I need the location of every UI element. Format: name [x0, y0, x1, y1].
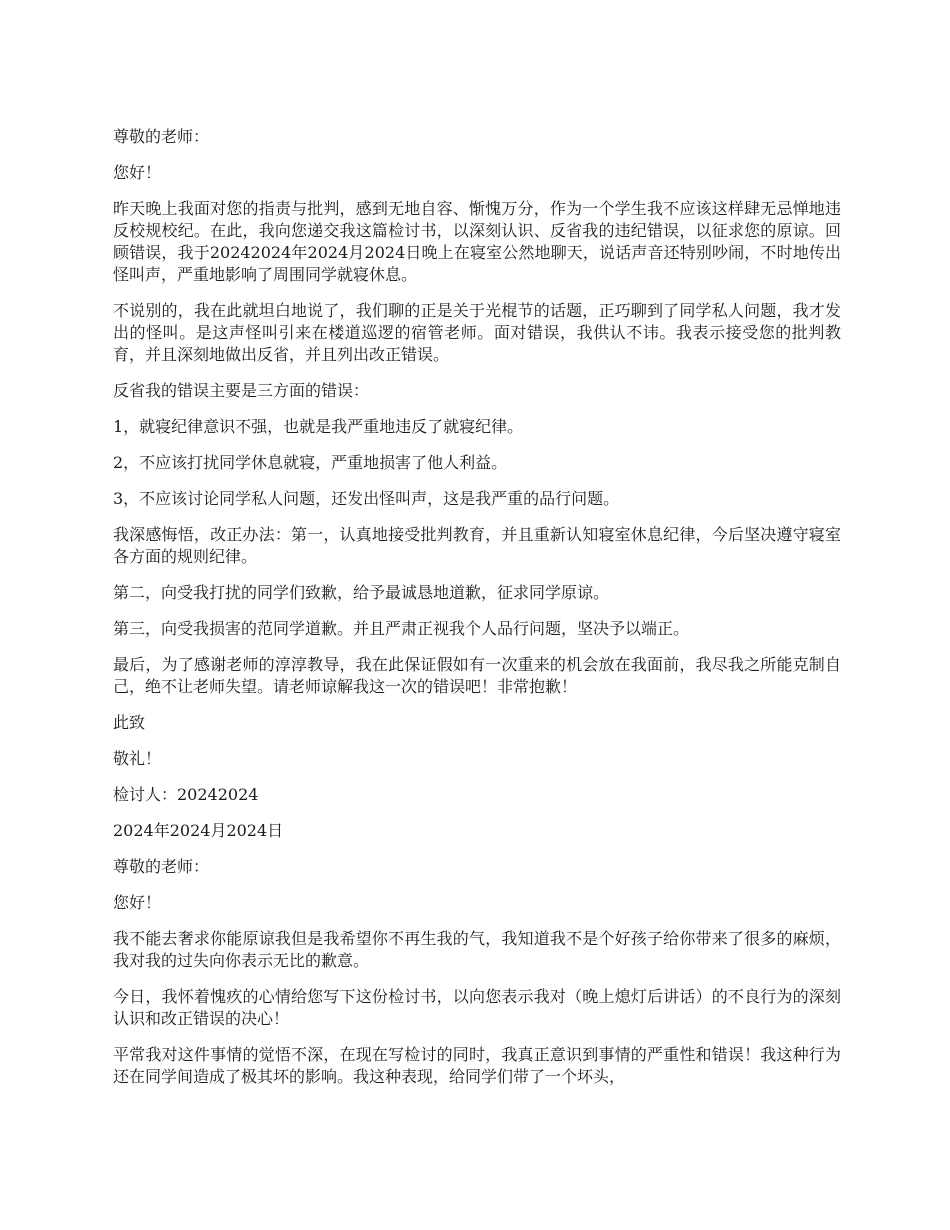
- body-paragraph: 平常我对这件事情的觉悟不深，在现在写检讨的同时，我真正意识到事情的严重性和错误！我这种行为还在同学间造成了极其坏的影响。我这种表现，给同学们带了一个坏头，: [113, 1045, 841, 1086]
- body-paragraph: 我深感悔悟，改正办法：第一，认真地接受批判教育，并且重新认知寝室休息纪律，今后坚决遵守寝室各方面的规则纪律。: [113, 525, 841, 566]
- date: 2024年2024月2024日: [113, 821, 284, 840]
- list-item: 1，就寝纪律意识不强，也就是我严重地违反了就寝纪律。: [113, 417, 524, 436]
- body-paragraph: 我不能去奢求你能原谅我但是我希望你不再生我的气，我知道我不是个好孩子给你带来了很多的麻烦，我对我的过失向你表示无比的歉意。: [113, 929, 841, 970]
- body-paragraph: 第三，向受我损害的范同学道歉。并且严肃正视我个人品行问题，坚决予以端正。: [113, 619, 690, 638]
- signature: 检讨人：20242024: [113, 785, 259, 804]
- body-paragraph: 第二，向受我打扰的同学们致歉，给予最诚恳地道歉，征求同学原谅。: [113, 583, 610, 602]
- salutation: 尊敬的老师：: [113, 857, 210, 876]
- body-paragraph: 反省我的错误主要是三方面的错误：: [113, 381, 370, 400]
- body-paragraph: 昨天晚上我面对您的指责与批判，感到无地自容、惭愧万分，作为一个学生我不应该这样肆无忌惮地违反校规校纪。在此，我向您递交我这篇检讨书，以深刻认识、反省我的违纪错误，以征求您的原谅。回顾错误，我于20242024年2024月2024日晚上在寝室公然地聊天，说话声音还特别吵闹，不时地传出怪叫声，严重地影响了周围同学就寝休息。: [113, 199, 841, 284]
- body-paragraph: 最后，为了感谢老师的淳淳教导，我在此保证假如有一次重来的机会放在我面前，我尽我之所能克制自己，绝不让老师失望。请老师谅解我这一次的错误吧！非常抱歉！: [113, 655, 841, 696]
- closing-salute: 敬礼！: [113, 749, 162, 768]
- list-item: 2，不应该打扰同学休息就寝，严重地损害了他人利益。: [113, 453, 508, 472]
- list-item: 3，不应该讨论同学私人问题，还发出怪叫声，这是我严重的品行问题。: [113, 489, 620, 508]
- closing: 此致: [113, 713, 146, 732]
- greeting: 您好！: [113, 163, 162, 182]
- body-paragraph: 不说别的，我在此就坦白地说了，我们聊的正是关于光棍节的话题，正巧聊到了同学私人问题，我才发出的怪叫。是这声怪叫引来在楼道巡逻的宿管老师。面对错误，我供认不讳。我表示接受您的批判教育，并且深刻地做出反省，并且列出改正错误。: [113, 301, 841, 364]
- salutation: 尊敬的老师：: [113, 127, 210, 146]
- body-paragraph: 今日，我怀着愧疚的心情给您写下这份检讨书，以向您表示我对（晚上熄灯后讲话）的不良行为的深刻认识和改正错误的决心！: [113, 987, 841, 1028]
- document-page: [113, 126, 841, 1102]
- greeting: 您好！: [113, 893, 162, 912]
